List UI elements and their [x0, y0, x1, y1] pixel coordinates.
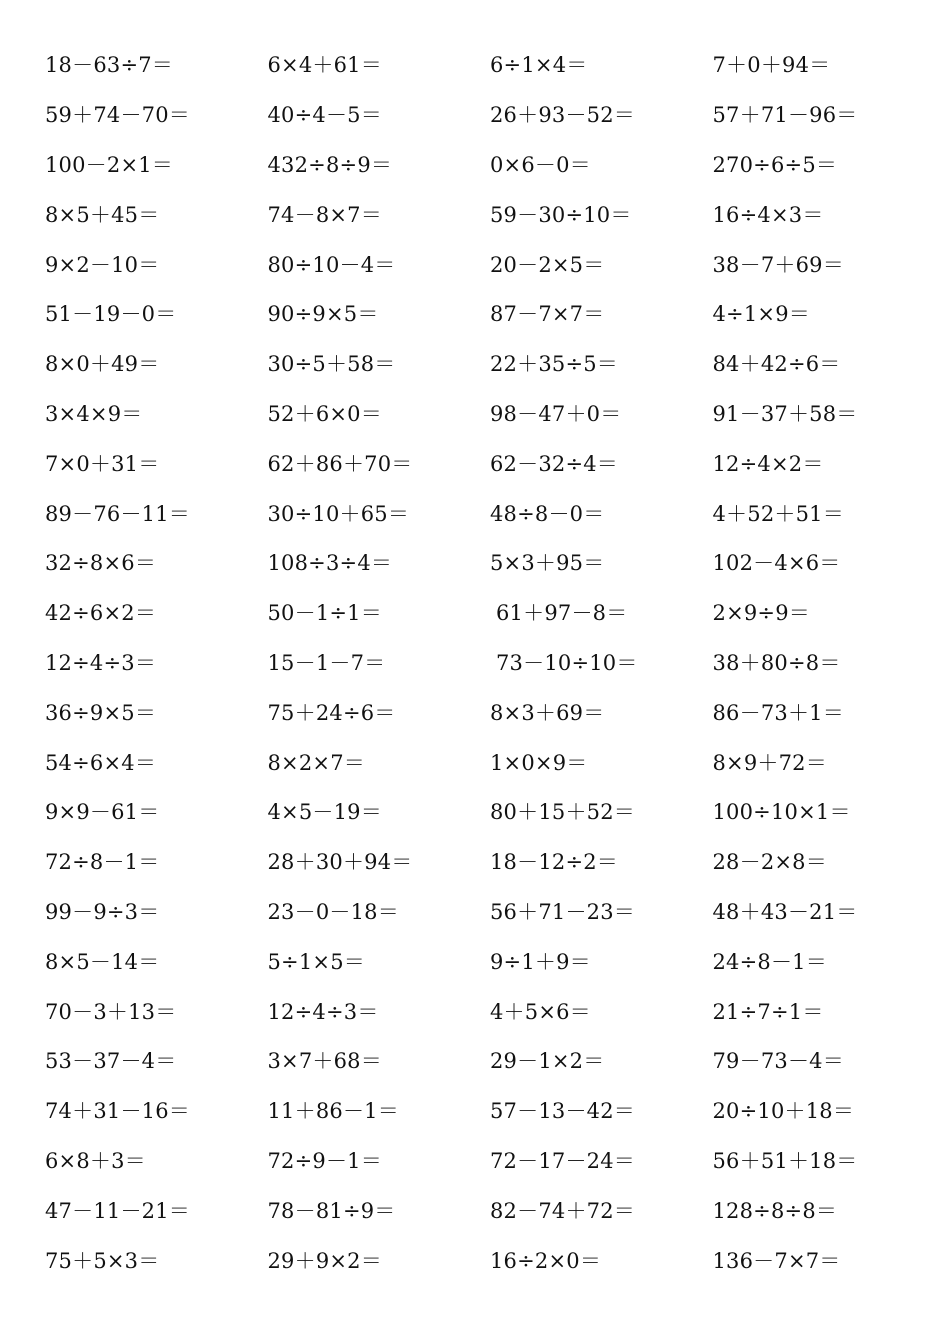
arithmetic-problem: 75＋24÷6＝ — [267, 700, 396, 725]
arithmetic-problem: 6÷1×4＝ — [490, 53, 588, 78]
arithmetic-problem: 30÷5＋58＝ — [267, 352, 396, 377]
problem-row — [45, 1186, 935, 1236]
arithmetic-problem: 21÷7÷1＝ — [712, 999, 824, 1024]
arithmetic-problem: 9×9－61＝ — [45, 800, 160, 825]
arithmetic-problem: 79－73－4＝ — [712, 1049, 844, 1074]
arithmetic-problem: 59－30÷10＝ — [490, 202, 632, 227]
arithmetic-problem: 100÷10×1＝ — [712, 800, 851, 825]
problem-row — [45, 190, 935, 240]
arithmetic-problem: 50－1÷1＝ — [267, 601, 382, 626]
problem-row — [45, 489, 935, 539]
problem-row — [45, 1037, 935, 1087]
arithmetic-problem: 6×4＋61＝ — [267, 53, 382, 78]
arithmetic-problem: 57－13－42＝ — [490, 1099, 635, 1124]
arithmetic-problem: 48÷8－0＝ — [490, 501, 605, 526]
problem-row — [45, 390, 935, 440]
arithmetic-problem: 2×9÷9＝ — [712, 601, 810, 626]
arithmetic-problem: 7＋0＋94＝ — [712, 53, 831, 78]
arithmetic-problem: 72÷8－1＝ — [45, 850, 160, 875]
arithmetic-problem: 432÷8÷9＝ — [267, 152, 393, 177]
problem-row — [45, 141, 935, 191]
arithmetic-problem: 53－37－4＝ — [45, 1049, 177, 1074]
arithmetic-problem: 12÷4×2＝ — [712, 451, 824, 476]
arithmetic-problem: 87－7×7＝ — [490, 302, 605, 327]
arithmetic-problem: 28＋30＋94＝ — [267, 850, 413, 875]
arithmetic-problem: 28－2×8＝ — [712, 850, 827, 875]
arithmetic-problem: 29－1×2＝ — [490, 1049, 605, 1074]
arithmetic-problem: 0×6－0＝ — [490, 152, 591, 177]
arithmetic-problem: 128÷8÷8＝ — [712, 1198, 838, 1223]
arithmetic-problem: 270÷6÷5＝ — [712, 152, 838, 177]
problem-row — [45, 91, 935, 141]
arithmetic-problem: 40÷4－5＝ — [267, 103, 382, 128]
arithmetic-problem: 47－11－21＝ — [45, 1198, 190, 1223]
arithmetic-problem: 59＋74－70＝ — [45, 103, 190, 128]
arithmetic-problem: 5÷1×5＝ — [267, 949, 365, 974]
arithmetic-problem: 16÷2×0＝ — [490, 1248, 602, 1273]
problem-row — [45, 688, 935, 738]
arithmetic-problem: 18－63÷7＝ — [45, 53, 173, 78]
arithmetic-problem: 70－3＋13＝ — [45, 999, 177, 1024]
arithmetic-problem: 89－76－11＝ — [45, 501, 190, 526]
problem-row — [45, 1137, 935, 1187]
arithmetic-problem: 56＋71－23＝ — [490, 899, 635, 924]
arithmetic-problem: 32÷8×6＝ — [45, 551, 157, 576]
arithmetic-problem: 100－2×1＝ — [45, 152, 173, 177]
problem-row — [45, 240, 935, 290]
arithmetic-problem: 78－81÷9＝ — [267, 1198, 396, 1223]
problem-row — [45, 589, 935, 639]
arithmetic-problem: 74－8×7＝ — [267, 202, 382, 227]
arithmetic-problem: 56＋51＋18＝ — [712, 1148, 858, 1173]
arithmetic-problem: 72－17－24＝ — [490, 1148, 635, 1173]
problem-row — [45, 41, 935, 91]
arithmetic-problem: 24÷8－1＝ — [712, 949, 827, 974]
arithmetic-problem: 8×2×7＝ — [267, 750, 365, 775]
problem-row — [45, 340, 935, 390]
arithmetic-problem: 29＋9×2＝ — [267, 1248, 382, 1273]
problem-row — [45, 290, 935, 340]
arithmetic-problem: 52＋6×0＝ — [267, 401, 382, 426]
arithmetic-problem: 91－37＋58＝ — [712, 401, 858, 426]
arithmetic-problem: 22＋35÷5＝ — [490, 352, 618, 377]
arithmetic-problem: 4÷1×9＝ — [712, 302, 810, 327]
arithmetic-problem: 36÷9×5＝ — [45, 700, 157, 725]
arithmetic-problem: 15－1－7＝ — [267, 650, 386, 675]
arithmetic-problem: 12÷4÷3＝ — [267, 999, 379, 1024]
arithmetic-problem: 8×3＋69＝ — [490, 700, 605, 725]
arithmetic-problem: 38－7＋69＝ — [712, 252, 844, 277]
problem-row — [45, 788, 935, 838]
arithmetic-problem: 18－12÷2＝ — [490, 850, 618, 875]
arithmetic-problem: 98－47＋0＝ — [490, 401, 622, 426]
arithmetic-problem: 61＋97－8＝ — [496, 601, 628, 626]
arithmetic-problem: 4＋5×6＝ — [490, 999, 591, 1024]
arithmetic-problem: 62－32÷4＝ — [490, 451, 618, 476]
arithmetic-problem: 54÷6×4＝ — [45, 750, 157, 775]
arithmetic-problem: 74＋31－16＝ — [45, 1099, 190, 1124]
arithmetic-problem: 16÷4×3＝ — [712, 202, 824, 227]
arithmetic-problem: 5×3＋95＝ — [490, 551, 605, 576]
arithmetic-problem: 6×8＋3＝ — [45, 1148, 146, 1173]
arithmetic-problem: 57＋71－96＝ — [712, 103, 858, 128]
arithmetic-problem: 20÷10＋18＝ — [712, 1099, 855, 1124]
arithmetic-problem: 12÷4÷3＝ — [45, 650, 157, 675]
arithmetic-problem: 20－2×5＝ — [490, 252, 605, 277]
arithmetic-problem: 108÷3÷4＝ — [267, 551, 393, 576]
arithmetic-problem: 8×9＋72＝ — [712, 750, 827, 775]
problem-row — [45, 987, 935, 1037]
problem-row — [45, 439, 935, 489]
arithmetic-problem: 9÷1＋9＝ — [490, 949, 591, 974]
arithmetic-problem: 62＋86＋70＝ — [267, 451, 413, 476]
arithmetic-problem: 8×5－14＝ — [45, 949, 160, 974]
arithmetic-problem: 48＋43－21＝ — [712, 899, 858, 924]
arithmetic-problem: 82－74＋72＝ — [490, 1198, 635, 1223]
problem-row — [45, 1236, 935, 1286]
arithmetic-problem: 26＋93－52＝ — [490, 103, 635, 128]
arithmetic-problem: 99－9÷3＝ — [45, 899, 160, 924]
problem-row — [45, 639, 935, 689]
arithmetic-problem: 3×4×9＝ — [45, 401, 143, 426]
arithmetic-problem: 80÷10－4＝ — [267, 252, 396, 277]
arithmetic-problem: 4＋52＋51＝ — [712, 501, 844, 526]
arithmetic-problem: 30÷10＋65＝ — [267, 501, 410, 526]
problem-row — [45, 1087, 935, 1137]
problem-row — [45, 539, 935, 589]
arithmetic-problem: 38＋80÷8＝ — [712, 650, 841, 675]
problem-grid — [45, 41, 935, 1286]
arithmetic-problem: 90÷9×5＝ — [267, 302, 379, 327]
arithmetic-problem: 4×5－19＝ — [267, 800, 382, 825]
arithmetic-problem: 11＋86－1＝ — [267, 1099, 399, 1124]
problem-row — [45, 738, 935, 788]
arithmetic-problem: 86－73＋1＝ — [712, 700, 844, 725]
problem-row — [45, 937, 935, 987]
problem-row — [45, 888, 935, 938]
arithmetic-problem: 8×0＋49＝ — [45, 352, 160, 377]
arithmetic-problem: 9×2－10＝ — [45, 252, 160, 277]
arithmetic-problem: 136－7×7＝ — [712, 1248, 841, 1273]
arithmetic-problem: 80＋15＋52＝ — [490, 800, 635, 825]
problem-row — [45, 838, 935, 888]
arithmetic-problem: 1×0×9＝ — [490, 750, 588, 775]
arithmetic-problem: 42÷6×2＝ — [45, 601, 157, 626]
arithmetic-problem: 102－4×6＝ — [712, 551, 841, 576]
arithmetic-problem: 84＋42÷6＝ — [712, 352, 841, 377]
arithmetic-problem: 8×5＋45＝ — [45, 202, 160, 227]
arithmetic-problem: 73－10÷10＝ — [496, 650, 638, 675]
arithmetic-problem: 72÷9－1＝ — [267, 1148, 382, 1173]
arithmetic-problem: 51－19－0＝ — [45, 302, 177, 327]
arithmetic-problem: 7×0＋31＝ — [45, 451, 160, 476]
arithmetic-problem: 3×7＋68＝ — [267, 1049, 382, 1074]
arithmetic-problem: 23－0－18＝ — [267, 899, 399, 924]
arithmetic-problem: 75＋5×3＝ — [45, 1248, 160, 1273]
